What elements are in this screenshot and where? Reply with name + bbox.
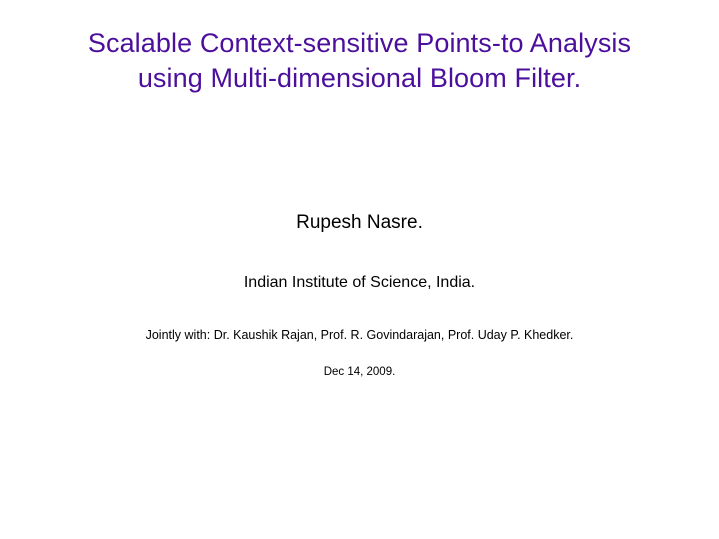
author-block <box>0 210 719 380</box>
presentation-date: Dec 14, 2009. <box>323 366 396 378</box>
title-line-2: using Multi-dimensional Bloom Filter. <box>137 63 582 93</box>
title-line-1: Scalable Context-sensitive Points-to Analysis <box>87 28 632 58</box>
author-name: Rupesh Nasre. <box>296 212 423 233</box>
page-title <box>0 26 719 96</box>
affiliation: Indian Institute of Science, India. <box>243 274 476 291</box>
collaborators: Jointly with: Dr. Kaushik Rajan, Prof. R. Govindarajan, Prof. Uday P. Khedker. <box>145 328 574 342</box>
